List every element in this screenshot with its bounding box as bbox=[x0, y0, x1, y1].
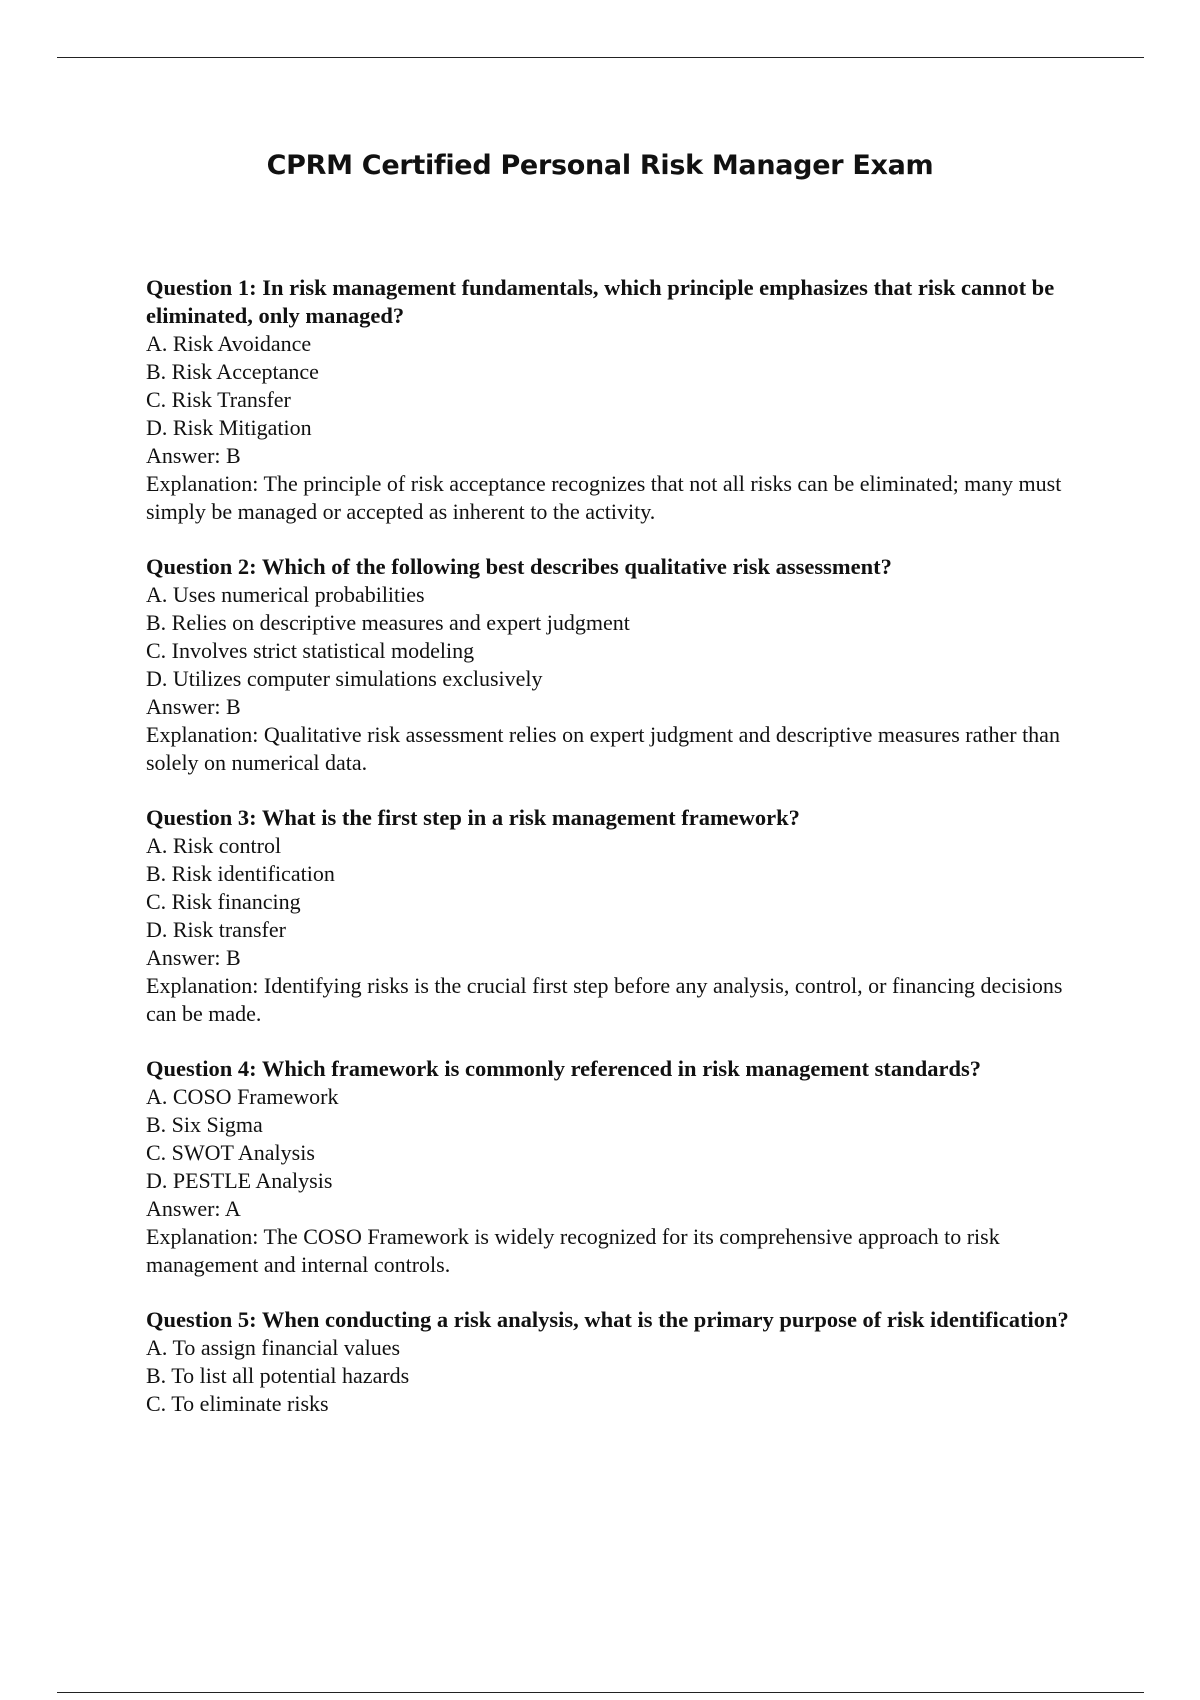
question-4 bbox=[146, 1055, 1096, 1279]
answer: Answer: A bbox=[146, 1196, 241, 1221]
option-b: B. Relies on descriptive measures and expert judgment bbox=[146, 610, 630, 635]
option-d: D. Utilizes computer simulations exclusively bbox=[146, 666, 543, 691]
option-a: A. Risk control bbox=[146, 833, 282, 858]
question-text: Question 1: In risk management fundamentals, which principle emphasizes that risk cannot be eliminated, only managed? bbox=[146, 275, 1055, 328]
answer: Answer: B bbox=[146, 443, 241, 468]
option-c: C. Risk Transfer bbox=[146, 387, 291, 412]
explanation: Explanation: The COSO Framework is widely recognized for its comprehensive approach to risk management and internal controls. bbox=[146, 1224, 1000, 1277]
question-5 bbox=[146, 1306, 1096, 1418]
option-c: C. To eliminate risks bbox=[146, 1391, 329, 1416]
answer: Answer: B bbox=[146, 945, 241, 970]
explanation: Explanation: Identifying risks is the crucial first step before any analysis, control, or financing decisions can be made. bbox=[146, 973, 1063, 1026]
option-c: C. Involves strict statistical modeling bbox=[146, 638, 475, 663]
page-title: CPRM Certified Personal Risk Manager Exam bbox=[266, 150, 934, 181]
option-b: B. Risk identification bbox=[146, 861, 335, 886]
question-text: Question 3: What is the first step in a risk management framework? bbox=[146, 805, 800, 830]
explanation: Explanation: The principle of risk acceptance recognizes that not all risks can be eliminated; many must simply be managed or accepted as inherent to the activity. bbox=[146, 471, 1062, 524]
option-c: C. SWOT Analysis bbox=[146, 1140, 315, 1165]
option-d: D. Risk transfer bbox=[146, 917, 286, 942]
header-rule bbox=[57, 57, 1144, 58]
question-text: Question 5: When conducting a risk analysis, what is the primary purpose of risk identification? bbox=[146, 1307, 1069, 1332]
option-b: B. Six Sigma bbox=[146, 1112, 263, 1137]
option-a: A. To assign financial values bbox=[146, 1335, 401, 1360]
option-a: A. Risk Avoidance bbox=[146, 331, 312, 356]
option-a: A. COSO Framework bbox=[146, 1084, 339, 1109]
question-2 bbox=[146, 553, 1096, 777]
footer-rule bbox=[57, 1692, 1144, 1693]
explanation: Explanation: Qualitative risk assessment relies on expert judgment and descriptive measures rather than solely on numerical data. bbox=[146, 722, 1060, 775]
question-3 bbox=[146, 804, 1096, 1028]
option-d: D. PESTLE Analysis bbox=[146, 1168, 333, 1193]
answer: Answer: B bbox=[146, 694, 241, 719]
option-a: A. Uses numerical probabilities bbox=[146, 582, 425, 607]
question-list bbox=[146, 274, 1096, 1445]
option-c: C. Risk financing bbox=[146, 889, 301, 914]
question-text: Question 4: Which framework is commonly referenced in risk management standards? bbox=[146, 1056, 981, 1081]
question-text: Question 2: Which of the following best describes qualitative risk assessment? bbox=[146, 554, 892, 579]
option-b: B. To list all potential hazards bbox=[146, 1363, 410, 1388]
option-b: B. Risk Acceptance bbox=[146, 359, 319, 384]
question-1 bbox=[146, 274, 1096, 526]
option-d: D. Risk Mitigation bbox=[146, 415, 312, 440]
